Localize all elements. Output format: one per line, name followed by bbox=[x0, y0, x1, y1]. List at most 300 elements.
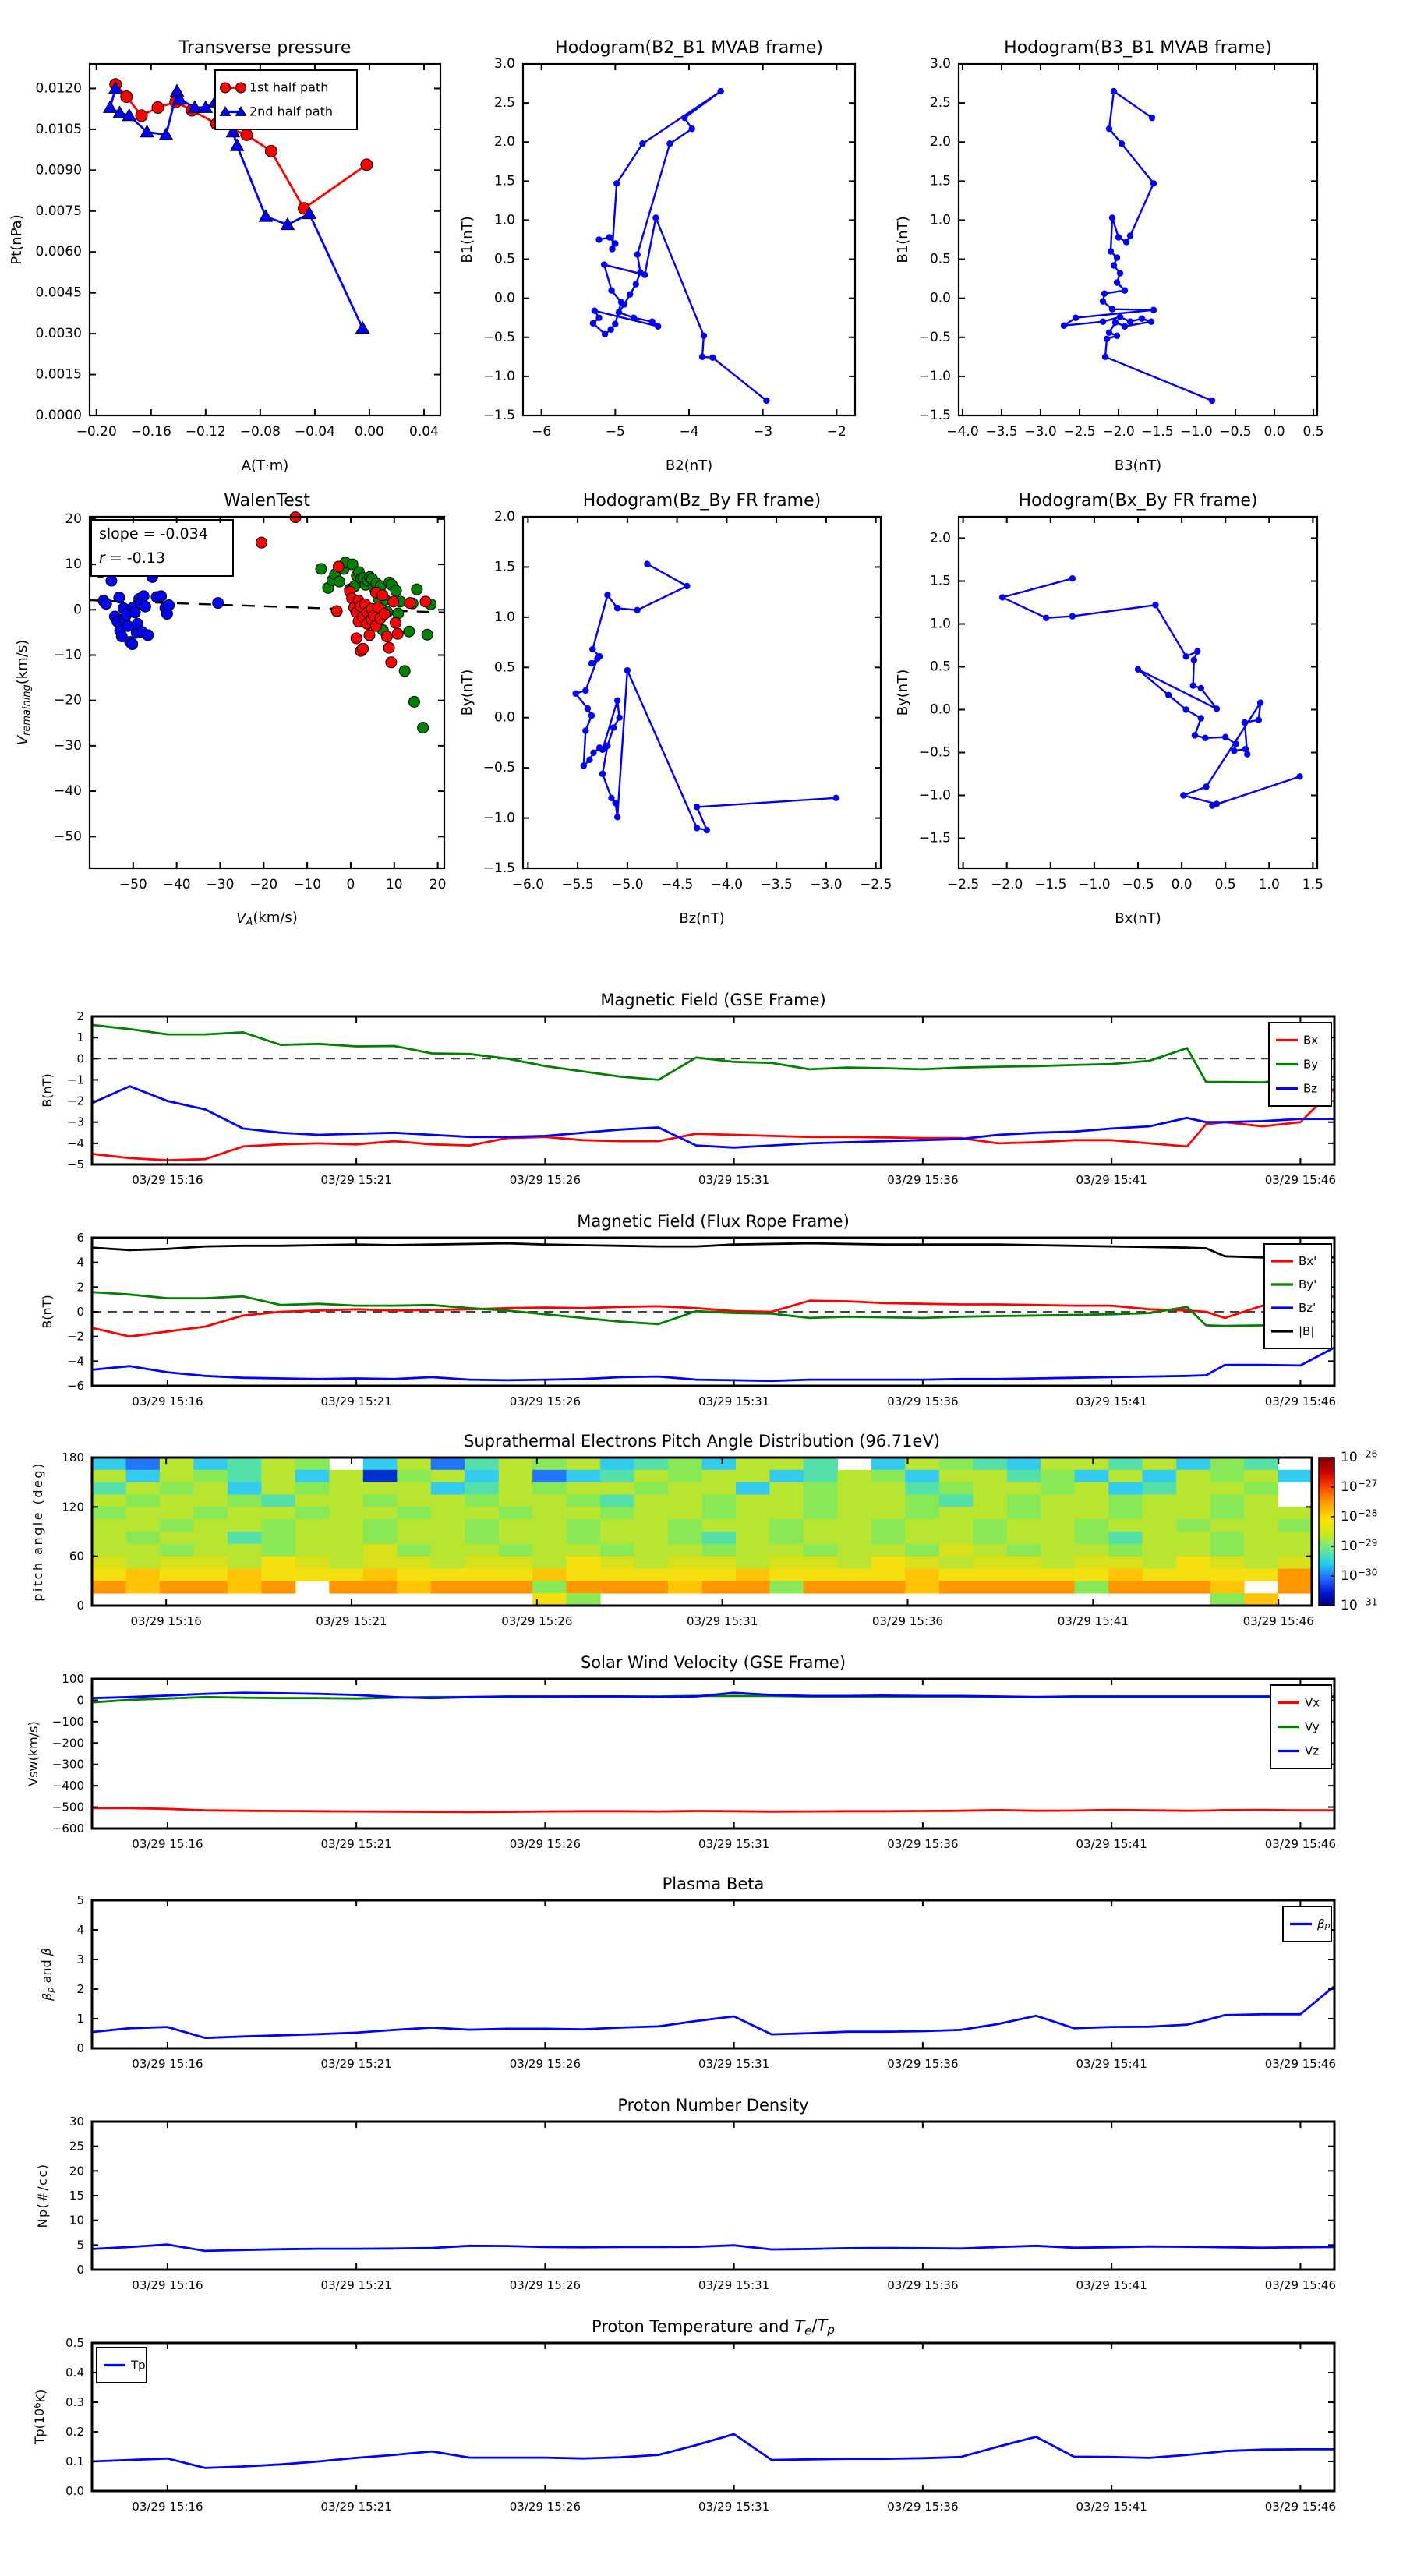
heatmap-cell bbox=[769, 1482, 804, 1495]
x-tick-label: −2.0 bbox=[1102, 424, 1135, 440]
data-point bbox=[380, 609, 391, 620]
data-point bbox=[689, 125, 695, 132]
heatmap-cell bbox=[363, 1581, 398, 1593]
data-point bbox=[610, 724, 617, 730]
y-tick-label: 60 bbox=[69, 1549, 84, 1564]
data-point bbox=[1139, 316, 1145, 322]
legend-marker bbox=[236, 83, 246, 93]
heatmap-cell bbox=[1278, 1569, 1313, 1581]
heatmap-cell bbox=[228, 1532, 262, 1544]
y-tick-label: −1.0 bbox=[918, 368, 951, 384]
heatmap-cell bbox=[634, 1507, 669, 1519]
x-tick-label: −0.16 bbox=[130, 424, 171, 440]
x-tick-label: −5.0 bbox=[611, 877, 644, 892]
heatmap-cell bbox=[1176, 1495, 1210, 1507]
heatmap-cell bbox=[769, 1532, 804, 1544]
data-point bbox=[351, 633, 362, 644]
y-tick-label: −1.0 bbox=[918, 787, 951, 804]
heatmap-cell bbox=[1244, 1569, 1278, 1581]
x-tick-label: 03/29 15:16 bbox=[132, 2278, 203, 2293]
heatmap-cell bbox=[804, 1532, 838, 1544]
heatmap-cell bbox=[1244, 1532, 1278, 1544]
data-point bbox=[331, 606, 342, 617]
y-tick-label: 0.1 bbox=[65, 2454, 84, 2468]
y-tick-label: −1.0 bbox=[482, 810, 515, 826]
heatmap-cell bbox=[295, 1495, 330, 1507]
heatmap-cell bbox=[668, 1569, 702, 1581]
x-tick-label: −4.5 bbox=[660, 877, 694, 892]
y-tick-label: 10 bbox=[65, 557, 82, 573]
heatmap-cell bbox=[600, 1532, 634, 1544]
heatmap-cell bbox=[363, 1519, 398, 1532]
data-point bbox=[241, 129, 253, 140]
heatmap-cell bbox=[1041, 1458, 1075, 1470]
heatmap-cell bbox=[1075, 1458, 1109, 1470]
x-tick-label: 10 bbox=[385, 877, 403, 892]
heatmap-cell bbox=[567, 1495, 601, 1507]
heatmap-cell bbox=[431, 1458, 465, 1470]
heatmap-cell bbox=[532, 1507, 567, 1519]
heatmap-cell bbox=[939, 1544, 974, 1557]
y-tick-label: −4 bbox=[66, 1353, 84, 1368]
heatmap-cell bbox=[769, 1557, 804, 1569]
heatmap-cell bbox=[837, 1519, 871, 1532]
y-axis-label: By(nT) bbox=[895, 669, 911, 716]
heatmap-cell bbox=[702, 1519, 737, 1532]
y-tick-label: 0 bbox=[76, 1692, 84, 1707]
heatmap-cell bbox=[1108, 1532, 1143, 1544]
y-axis-label: B1(nT) bbox=[895, 216, 911, 263]
legend-label: Tp bbox=[131, 2358, 146, 2372]
heatmap-cell bbox=[160, 1470, 194, 1482]
heatmap-cell bbox=[1007, 1532, 1041, 1544]
data-point bbox=[684, 583, 690, 589]
y-tick-label: −0.5 bbox=[918, 329, 951, 345]
heatmap-cell bbox=[567, 1532, 601, 1544]
x-tick-label: 0.5 bbox=[1214, 877, 1236, 892]
heatmap-cell bbox=[1041, 1581, 1075, 1593]
data-point bbox=[1244, 751, 1250, 758]
heatmap-cell bbox=[363, 1482, 398, 1495]
panel-title: Transverse pressure bbox=[178, 38, 352, 58]
y-tick-label: −50 bbox=[54, 829, 82, 845]
y-tick-label: 2.0 bbox=[493, 509, 515, 525]
heatmap-cell bbox=[126, 1569, 161, 1581]
heatmap-cell bbox=[1244, 1458, 1278, 1470]
heatmap-cell bbox=[702, 1458, 737, 1470]
x-tick-label: 03/29 15:31 bbox=[698, 2278, 770, 2293]
heatmap-cell bbox=[702, 1581, 737, 1593]
x-tick-label: −2.5 bbox=[859, 877, 892, 892]
heatmap-cell bbox=[600, 1495, 634, 1507]
heatmap-cell bbox=[736, 1470, 770, 1482]
heatmap-cell bbox=[668, 1482, 702, 1495]
heatmap-cell bbox=[1143, 1495, 1177, 1507]
heatmap-cell bbox=[261, 1482, 295, 1495]
heatmap-cell bbox=[939, 1507, 974, 1519]
heatmap-cell bbox=[431, 1507, 465, 1519]
legend-label: 1st half path bbox=[249, 80, 329, 94]
heatmap-cell bbox=[92, 1532, 126, 1544]
data-point bbox=[114, 592, 125, 603]
heatmap-cell bbox=[804, 1482, 838, 1495]
x-tick-label: 03/29 15:16 bbox=[132, 2057, 203, 2072]
heatmap-cell bbox=[804, 1507, 838, 1519]
x-tick-label: 03/29 15:41 bbox=[1076, 1394, 1147, 1409]
heatmap-cell bbox=[837, 1482, 871, 1495]
data-point bbox=[333, 561, 344, 572]
y-tick-label: 2 bbox=[76, 1009, 84, 1023]
x-tick-label: −1.5 bbox=[1034, 877, 1067, 892]
heatmap-cell bbox=[1210, 1569, 1245, 1581]
heatmap-cell bbox=[1176, 1458, 1210, 1470]
data-point bbox=[1101, 290, 1108, 296]
y-tick-label: 120 bbox=[62, 1499, 84, 1514]
data-point bbox=[701, 333, 707, 339]
data-point bbox=[1109, 214, 1115, 221]
x-tick-label: 03/29 15:41 bbox=[1057, 1614, 1129, 1629]
y-tick-label: 0.0030 bbox=[35, 326, 82, 342]
heatmap-cell bbox=[329, 1532, 363, 1544]
heatmap-cell bbox=[532, 1532, 567, 1544]
heatmap-cell bbox=[1244, 1495, 1278, 1507]
x-tick-label: 03/29 15:46 bbox=[1264, 1394, 1337, 1409]
data-point bbox=[704, 827, 710, 833]
heatmap-cell bbox=[329, 1470, 363, 1482]
heatmap-cell bbox=[702, 1470, 737, 1482]
data-point bbox=[614, 814, 620, 820]
heatmap-cell bbox=[567, 1581, 601, 1593]
data-point bbox=[1209, 398, 1215, 404]
heatmap-cell bbox=[905, 1495, 939, 1507]
y-tick-label: 0.0090 bbox=[35, 162, 82, 178]
heatmap-cell bbox=[1278, 1544, 1313, 1557]
heatmap-cell bbox=[1210, 1532, 1245, 1544]
x-tick-label: −2 bbox=[826, 424, 846, 440]
heatmap-cell bbox=[1007, 1519, 1041, 1532]
x-tick-label: 03/29 15:16 bbox=[132, 1837, 203, 1852]
x-tick-label: 03/29 15:21 bbox=[320, 2057, 392, 2072]
heatmap-cell bbox=[702, 1532, 737, 1544]
x-tick-label: −6 bbox=[532, 424, 552, 440]
panel-title: WalenTest bbox=[224, 491, 310, 511]
heatmap-cell bbox=[600, 1507, 634, 1519]
x-tick-label: 03/29 15:31 bbox=[687, 1614, 758, 1629]
x-tick-label: −1.0 bbox=[1180, 424, 1213, 440]
y-tick-label: 25 bbox=[69, 2139, 84, 2154]
heatmap-cell bbox=[397, 1581, 431, 1593]
heatmap-cell bbox=[431, 1581, 465, 1593]
y-axis-label: Vremaining(km/s) bbox=[13, 639, 33, 746]
x-tick-label: 03/29 15:21 bbox=[320, 2278, 392, 2293]
data-point bbox=[1183, 706, 1189, 712]
heatmap-cell bbox=[871, 1507, 906, 1519]
heatmap-cell bbox=[634, 1458, 669, 1470]
colorbar-label: $10^{-26}$ bbox=[1341, 1447, 1378, 1465]
y-tick-label: 0.0 bbox=[929, 701, 951, 718]
heatmap-cell bbox=[261, 1581, 295, 1593]
heatmap-cell bbox=[1007, 1507, 1041, 1519]
heatmap-cell bbox=[228, 1544, 262, 1557]
heatmap-cell bbox=[499, 1519, 533, 1532]
y-tick-label: −4 bbox=[66, 1136, 84, 1150]
heatmap-cell bbox=[329, 1507, 363, 1519]
heatmap-cell bbox=[397, 1544, 431, 1557]
y-tick-label: 4 bbox=[76, 1255, 84, 1270]
heatmap-cell bbox=[193, 1495, 228, 1507]
heatmap-cell bbox=[397, 1557, 431, 1569]
heatmap-cell bbox=[600, 1482, 634, 1495]
data-point bbox=[140, 601, 150, 612]
heatmap-cell bbox=[228, 1519, 262, 1532]
x-tick-label: −3.5 bbox=[760, 877, 793, 892]
y-tick-label: 1.0 bbox=[493, 609, 515, 625]
x-tick-label: −2.5 bbox=[946, 877, 980, 892]
heatmap-cell bbox=[126, 1507, 161, 1519]
heatmap-cell bbox=[769, 1507, 804, 1519]
heatmap-cell bbox=[228, 1470, 262, 1482]
x-tick-label: 0.04 bbox=[409, 424, 439, 440]
y-tick-label: 0.5 bbox=[929, 251, 951, 267]
heatmap-cell bbox=[261, 1569, 295, 1581]
data-point bbox=[1069, 575, 1076, 581]
heatmap-cell bbox=[160, 1482, 194, 1495]
x-tick-label: 03/29 15:31 bbox=[698, 2057, 770, 2072]
x-tick-label: −0.5 bbox=[1219, 424, 1252, 440]
heatmap-cell bbox=[736, 1519, 770, 1532]
data-point bbox=[694, 804, 700, 810]
heatmap-cell bbox=[1007, 1581, 1041, 1593]
heatmap-cell bbox=[126, 1495, 161, 1507]
panel-title: Hodogram(B2_B1 MVAB frame) bbox=[555, 38, 823, 58]
heatmap-cell bbox=[702, 1544, 737, 1557]
x-tick-label: −1.0 bbox=[1078, 877, 1111, 892]
x-axis-label: VA(km/s) bbox=[236, 909, 298, 928]
heatmap-cell bbox=[1143, 1458, 1177, 1470]
y-tick-label: 0.0 bbox=[493, 290, 515, 306]
heatmap-cell bbox=[769, 1458, 804, 1470]
heatmap-cell bbox=[668, 1544, 702, 1557]
heatmap-cell bbox=[1176, 1507, 1210, 1519]
data-point bbox=[1122, 287, 1128, 293]
heatmap-cell bbox=[1244, 1519, 1278, 1532]
heatmap-cell bbox=[1143, 1519, 1177, 1532]
heatmap-cell bbox=[939, 1569, 974, 1581]
y-tick-label: 0.0 bbox=[929, 290, 951, 306]
x-tick-label: −3.0 bbox=[810, 877, 843, 892]
heatmap-cell bbox=[532, 1581, 567, 1593]
heatmap-cell bbox=[600, 1519, 634, 1532]
heatmap-cell bbox=[769, 1519, 804, 1532]
panel-title: Hodogram(Bz_By FR frame) bbox=[582, 491, 822, 511]
data-point bbox=[613, 180, 620, 186]
y-tick-label: 4 bbox=[76, 1922, 84, 1937]
panel-title: Hodogram(B3_B1 MVAB frame) bbox=[1004, 38, 1272, 58]
data-point bbox=[388, 596, 399, 607]
heatmap-cell bbox=[1041, 1507, 1075, 1519]
data-point bbox=[1106, 330, 1112, 336]
heatmap-cell bbox=[431, 1569, 465, 1581]
heatmap-cell bbox=[1108, 1507, 1143, 1519]
heatmap-cell bbox=[668, 1470, 702, 1482]
heatmap-cell bbox=[1007, 1495, 1041, 1507]
heatmap-cell bbox=[1075, 1557, 1109, 1569]
heatmap-cell bbox=[668, 1557, 702, 1569]
y-tick-label: 20 bbox=[69, 2163, 84, 2178]
heatmap-cell bbox=[397, 1470, 431, 1482]
data-point bbox=[1117, 270, 1123, 276]
heatmap-cell bbox=[804, 1544, 838, 1557]
heatmap-cell bbox=[804, 1458, 838, 1470]
heatmap-cell bbox=[837, 1507, 871, 1519]
x-tick-label: −5.5 bbox=[561, 877, 594, 892]
data-point bbox=[1114, 279, 1120, 285]
heatmap-cell bbox=[160, 1495, 194, 1507]
heatmap-cell bbox=[1143, 1544, 1177, 1557]
heatmap-cell bbox=[329, 1482, 363, 1495]
heatmap-cell bbox=[329, 1557, 363, 1569]
data-point bbox=[404, 626, 415, 637]
heatmap-cell bbox=[92, 1482, 126, 1495]
y-tick-label: −20 bbox=[54, 692, 82, 708]
x-tick-label: 03/29 15:21 bbox=[320, 2500, 392, 2514]
data-point bbox=[1114, 333, 1120, 339]
data-point bbox=[1191, 657, 1197, 663]
heatmap-cell bbox=[668, 1458, 702, 1470]
y-axis-label: B(nT) bbox=[40, 1295, 55, 1329]
heatmap-cell bbox=[92, 1557, 126, 1569]
annotation-text: r = -0.13 bbox=[99, 549, 165, 567]
heatmap-cell bbox=[736, 1544, 770, 1557]
heatmap-cell bbox=[1041, 1482, 1075, 1495]
x-tick-label: 03/29 15:46 bbox=[1264, 2278, 1337, 2293]
heatmap-cell bbox=[1176, 1544, 1210, 1557]
y-tick-label: 100 bbox=[62, 1671, 84, 1686]
data-point bbox=[418, 723, 429, 733]
y-tick-label: −40 bbox=[54, 783, 82, 800]
x-tick-label: −4 bbox=[679, 424, 699, 440]
y-tick-label: 2.5 bbox=[929, 95, 951, 111]
x-tick-label: 03/29 15:26 bbox=[509, 1394, 581, 1409]
legend-label: Bx' bbox=[1299, 1253, 1317, 1268]
data-point bbox=[681, 115, 687, 121]
heatmap-cell bbox=[499, 1569, 533, 1581]
data-point bbox=[631, 315, 637, 321]
heatmap-cell bbox=[939, 1495, 974, 1507]
heatmap-cell bbox=[634, 1519, 669, 1532]
legend-label: 2nd half path bbox=[249, 104, 334, 118]
heatmap-cell bbox=[1075, 1495, 1109, 1507]
data-point bbox=[1104, 336, 1110, 342]
heatmap-cell bbox=[295, 1544, 330, 1557]
colorbar-label: $10^{-29}$ bbox=[1341, 1536, 1378, 1554]
heatmap-cell bbox=[736, 1557, 770, 1569]
data-point bbox=[101, 599, 111, 610]
heatmap-cell bbox=[804, 1569, 838, 1581]
heatmap-cell bbox=[769, 1495, 804, 1507]
data-point bbox=[422, 629, 433, 640]
heatmap-cell bbox=[228, 1507, 262, 1519]
y-tick-label: −500 bbox=[51, 1800, 84, 1815]
heatmap-cell bbox=[363, 1470, 398, 1482]
heatmap-cell bbox=[126, 1544, 161, 1557]
x-tick-label: −3.0 bbox=[1024, 424, 1057, 440]
heatmap-cell bbox=[532, 1544, 567, 1557]
x-tick-label: 03/29 15:41 bbox=[1076, 1837, 1147, 1852]
heatmap-cell bbox=[431, 1557, 465, 1569]
x-tick-label: −1.5 bbox=[1141, 424, 1174, 440]
data-point bbox=[607, 327, 613, 333]
heatmap-cell bbox=[363, 1458, 398, 1470]
data-point bbox=[618, 299, 624, 305]
heatmap-cell bbox=[905, 1519, 939, 1532]
x-tick-label: 03/29 15:16 bbox=[132, 2500, 203, 2514]
heatmap-cell bbox=[329, 1519, 363, 1532]
y-tick-label: 0.0015 bbox=[35, 366, 82, 383]
y-tick-label: 1.0 bbox=[929, 616, 951, 632]
data-point bbox=[1127, 319, 1133, 325]
heatmap-cell bbox=[1075, 1581, 1109, 1593]
heatmap-cell bbox=[499, 1532, 533, 1544]
heatmap-cell bbox=[193, 1532, 228, 1544]
heatmap-cell bbox=[499, 1581, 533, 1593]
x-axis-label: Bx(nT) bbox=[1115, 910, 1161, 927]
heatmap-cell bbox=[1143, 1557, 1177, 1569]
heatmap-cell bbox=[92, 1544, 126, 1557]
data-point bbox=[595, 236, 602, 242]
data-point bbox=[633, 281, 639, 287]
x-tick-label: 1.5 bbox=[1302, 877, 1323, 892]
data-point bbox=[589, 646, 595, 652]
colorbar-label: $10^{-28}$ bbox=[1341, 1507, 1378, 1525]
heatmap-cell bbox=[567, 1569, 601, 1581]
heatmap-cell bbox=[769, 1581, 804, 1593]
heatmap-cell bbox=[465, 1532, 499, 1544]
legend-label: Vy bbox=[1305, 1719, 1320, 1733]
heatmap-cell bbox=[1210, 1470, 1245, 1482]
panel-title: Hodogram(Bx_By FR frame) bbox=[1018, 491, 1258, 511]
data-point bbox=[644, 560, 650, 567]
heatmap-cell bbox=[532, 1557, 567, 1569]
heatmap-cell bbox=[1108, 1470, 1143, 1482]
heatmap-cell bbox=[1176, 1569, 1210, 1581]
heatmap-cell bbox=[499, 1458, 533, 1470]
heatmap-cell bbox=[905, 1482, 939, 1495]
heatmap-cell bbox=[126, 1470, 161, 1482]
data-point bbox=[1242, 719, 1248, 726]
heatmap-cell bbox=[668, 1532, 702, 1544]
heatmap-cell bbox=[769, 1470, 804, 1482]
legend-label: Bz bbox=[1303, 1081, 1318, 1095]
heatmap-cell bbox=[871, 1470, 906, 1482]
heatmap-cell bbox=[1007, 1544, 1041, 1557]
x-tick-label: −4.0 bbox=[946, 424, 979, 440]
y-tick-label: 3.0 bbox=[929, 56, 951, 72]
data-point bbox=[612, 321, 618, 327]
data-point bbox=[358, 643, 369, 654]
heatmap-cell bbox=[295, 1569, 330, 1581]
heatmap-cell bbox=[837, 1544, 871, 1557]
y-tick-label: 1 bbox=[76, 1030, 84, 1044]
data-point bbox=[586, 757, 592, 763]
heatmap-cell bbox=[160, 1458, 194, 1470]
heatmap-cell bbox=[295, 1532, 330, 1544]
heatmap-cell bbox=[160, 1557, 194, 1569]
heatmap-cell bbox=[92, 1495, 126, 1507]
data-point bbox=[999, 594, 1005, 600]
data-point bbox=[594, 655, 600, 661]
heatmap-cell bbox=[92, 1458, 126, 1470]
